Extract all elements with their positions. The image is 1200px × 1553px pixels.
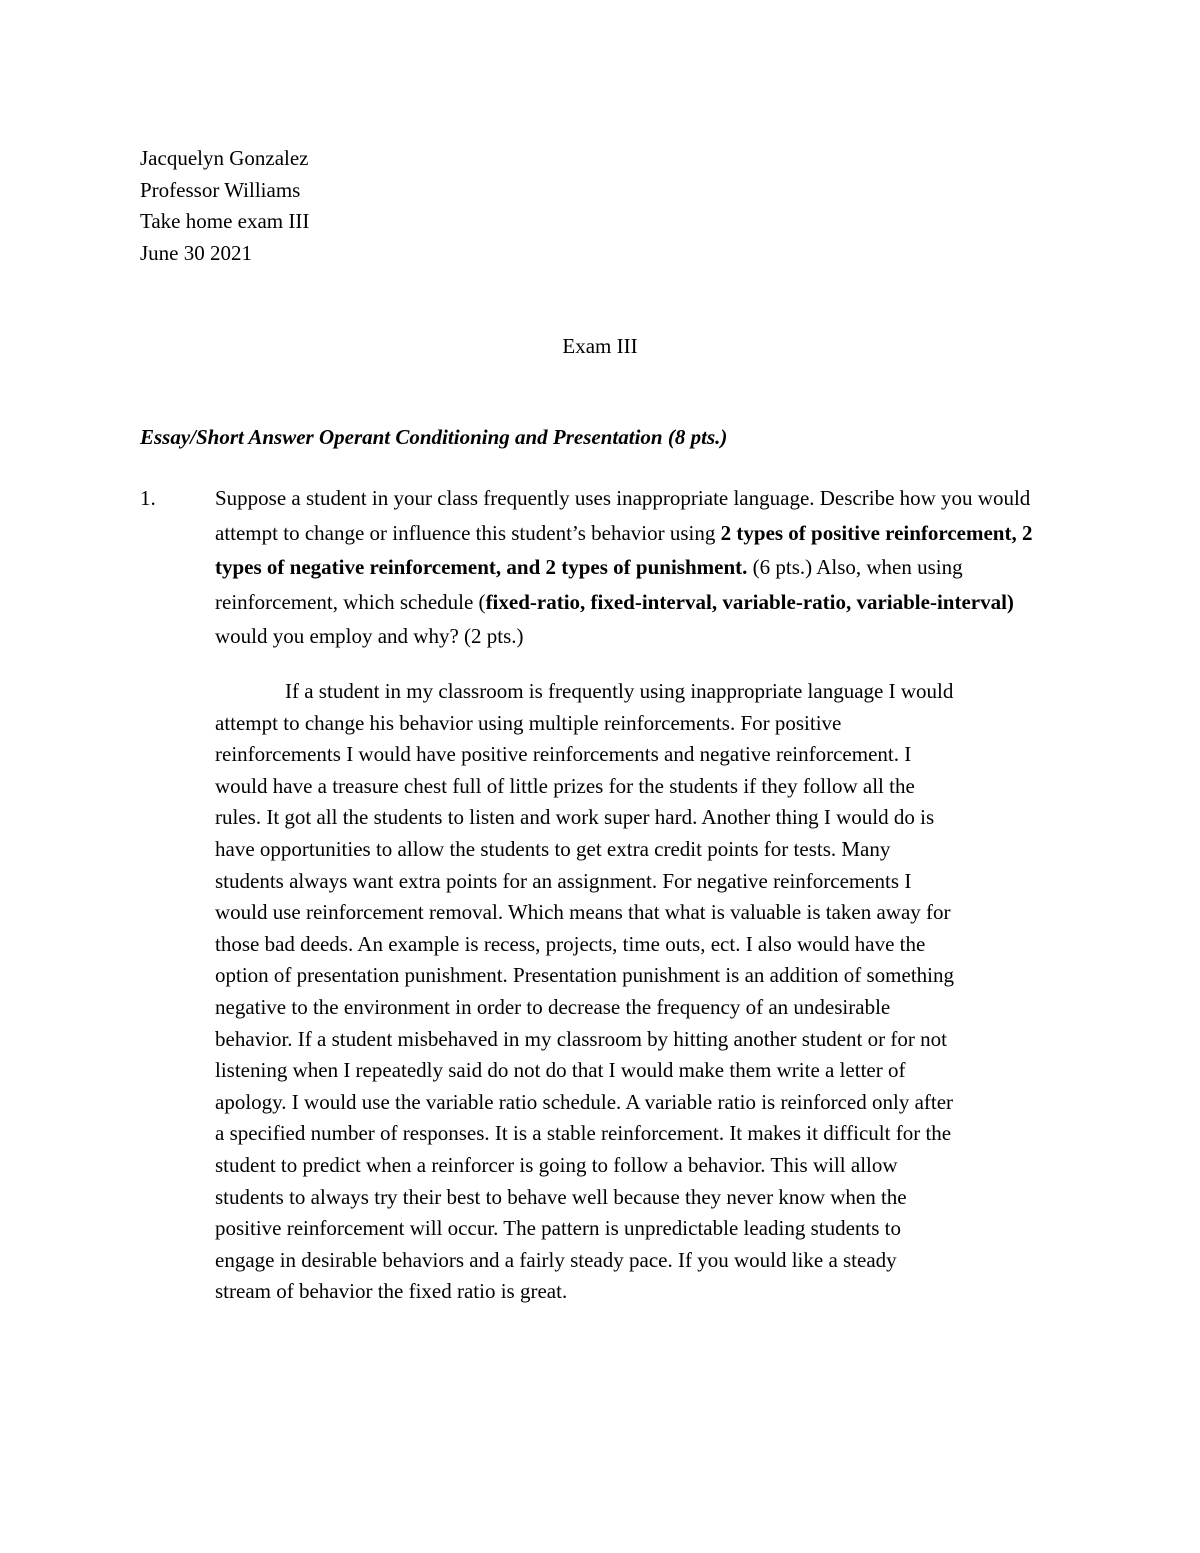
answer-line: students to always try their best to behave well because they never know when the (215, 1184, 907, 1209)
answer-line: attempt to change his behavior using multiple reinforcements. For positive (215, 710, 842, 735)
question-number: 1. (140, 486, 156, 510)
answer-paragraph (215, 676, 1050, 1308)
question-1 (140, 481, 1045, 654)
question-text-part-3: would you employ and why? (2 pts.) (215, 624, 524, 648)
document-header (140, 143, 309, 269)
question-text-part-1: Suppose a student in your class frequently uses inappropriate language. Describe how you would attempt to change or influence this student’s behavior using (215, 486, 1031, 545)
answer-line: student to predict when a reinforcer is going to follow a behavior. This will allow (215, 1152, 898, 1177)
assignment-name: Take home exam III (140, 209, 310, 233)
answer-line: would use reinforcement removal. Which means that what is valuable is taken away for (215, 900, 951, 925)
question-text-part-2: (6 pts.) Also, when using reinforcement, which schedule ( (215, 555, 963, 614)
answer-line: If a student in my classroom is frequently using inappropriate language I would (285, 679, 954, 703)
answer-line: would have a treasure chest full of little prizes for the students if they follow all the (215, 773, 915, 798)
answer-line: option of presentation punishment. Presentation punishment is an addition of something (215, 963, 954, 988)
answer-line: negative to the environment in order to decrease the frequency of an undesirable (215, 994, 891, 1019)
question-bold-part-1: 2 types of positive reinforcement, 2 types of negative reinforcement, and 2 types of punishment. (215, 520, 1033, 579)
answer-line: have opportunities to allow the students to get extra credit points for tests. Many (215, 836, 891, 861)
answer-line: engage in desirable behaviors and a fairly steady pace. If you would like a steady (215, 1247, 897, 1272)
answer-line: those bad deeds. An example is recess, projects, time outs, ect. I also would have the (215, 931, 926, 956)
section-heading: Essay/Short Answer Operant Conditioning and Presentation (8 pts.) (140, 425, 728, 449)
question-bold-part-2: fixed-ratio, fixed-interval, variable-ratio, variable-interval) (485, 589, 1014, 614)
document-date: June 30 2021 (140, 240, 252, 265)
answer-line: listening when I repeatedly said do not do that I would make them write a letter of (215, 1058, 906, 1083)
answer-line: reinforcements I would have positive reinforcements and negative reinforcement. I (215, 742, 912, 767)
answer-line: apology. I would use the variable ratio schedule. A variable ratio is reinforced only after (215, 1089, 954, 1114)
professor-name: Professor Williams (140, 177, 301, 202)
answer-line: stream of behavior the fixed ratio is great. (215, 1279, 568, 1304)
answer-line: positive reinforcement will occur. The pattern is unpredictable leading students to (215, 1216, 901, 1241)
student-name: Jacquelyn Gonzalez (140, 146, 309, 170)
answer-line: rules. It got all the students to listen and work super hard. Another thing I would do is (215, 805, 935, 830)
answer-line: behavior. If a student misbehaved in my classroom by hitting another student or for not (215, 1026, 947, 1051)
answer-line: a specified number of responses. It is a stable reinforcement. It makes it difficult for the (215, 1121, 952, 1146)
answer-line: students always want extra points for an assignment. For negative reinforcements I (215, 868, 912, 893)
document-title: Exam III (562, 334, 638, 358)
